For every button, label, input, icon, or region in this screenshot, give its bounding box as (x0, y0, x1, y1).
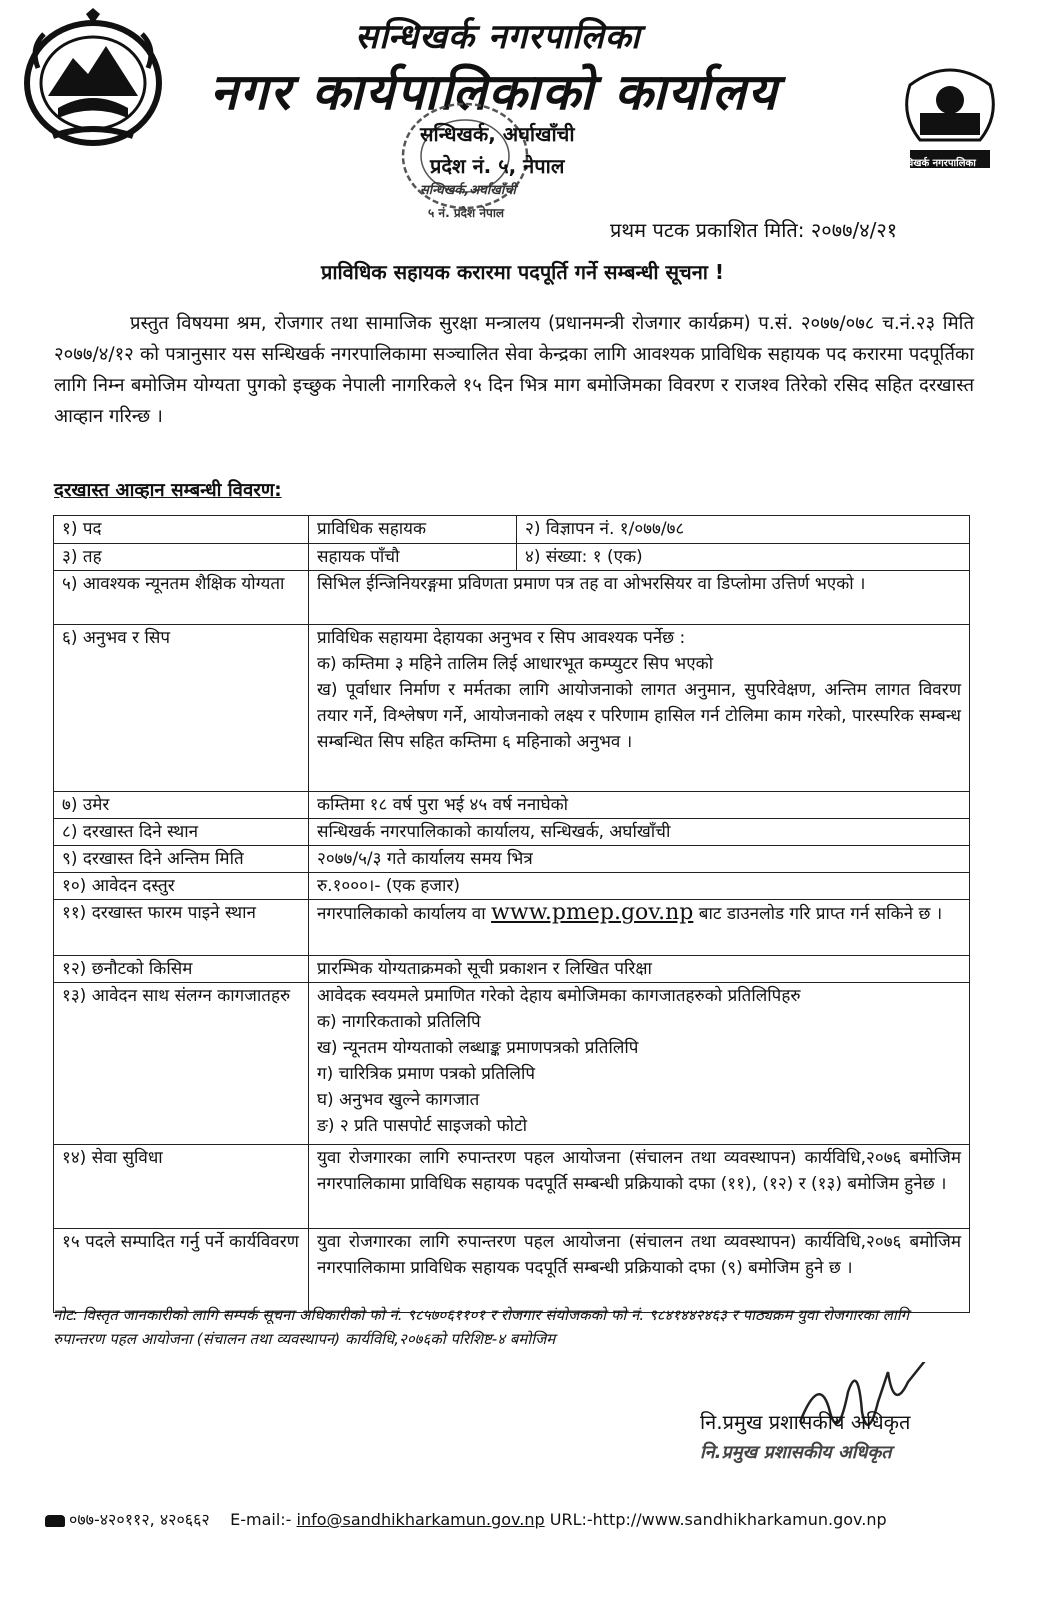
row-label: ९) दरखास्त दिने अन्तिम मिति (54, 846, 309, 873)
row-label: ५) आवश्यक न्यूनतम शैक्षिक योग्यता (54, 571, 309, 625)
row-label: १५ पदले सम्पादित गर्नु पर्ने कार्यविवरण (54, 1229, 309, 1313)
table-row (54, 544, 970, 571)
table-row (54, 819, 970, 846)
phone-icon (45, 1515, 65, 1527)
table-row (54, 1229, 970, 1313)
table-row (54, 846, 970, 873)
row-value (309, 625, 970, 792)
experience-intro: प्राविधिक सहायमा देहायका अनुभव र सिप आवश्यक पर्नेछ : (317, 628, 686, 648)
row-label: १) पद (54, 516, 309, 544)
row-value: कम्तिमा १८ वर्ष पुरा भई ४५ वर्ष ननाघेको (309, 792, 970, 819)
stamp-text-address: सन्धिखर्क,अर्घाखाँची (420, 183, 516, 198)
section-heading: दरखास्त आव्हान सम्बन्धी विवरण: (54, 480, 282, 501)
row-value: सहायक पाँचौ (309, 544, 517, 571)
pmep-link[interactable]: www.pmep.gov.np (491, 900, 694, 925)
footer-url-link[interactable]: http://www.sandhikharkamun.gov.np (592, 1510, 887, 1529)
table-row (54, 900, 970, 956)
footer-email-link[interactable]: info@sandhikharkamun.gov.np (296, 1510, 545, 1529)
table-row (54, 956, 970, 983)
documents-intro: आवेदक स्वयमले प्रमाणित गरेको देहाय बमोजिमका कागजातहरुको प्रतिलिपिहरु (317, 986, 801, 1006)
experience-item: ख) पूर्वाधार निर्माण र मर्मतका लागि आयोजनाको लागत अनुमान, सुपरिवेक्षण, अन्तिम लागत विवरण तयार गर्ने, विश्लेषण गर्ने, आयोजनाको लक्ष्य र परिणाम हासिल गर्न टोलिमा काम गरेको, पारस्परिक सम्बन्ध सम्बन्धित सिप सहित कम्तिमा ६ महिनाको अनुभव । (317, 680, 961, 752)
office-address: सन्धिखर्क, अर्घाखाँची (420, 122, 575, 146)
stamp-text-province: ५ नं. प्रदेश नेपाल (428, 206, 505, 220)
document-item: क) नागरिकताको प्रतिलिपि (317, 1012, 481, 1032)
row-label: ६) अनुभव र सिप (54, 625, 309, 792)
publication-date: प्रथम पटक प्रकाशित मिति: २०७७/४/२१ (610, 218, 898, 242)
office-name: नगर कार्यपालिकाको कार्यालय (210, 63, 779, 121)
row-label: १३) आवेदन साथ संलग्न कागजातहरु (54, 983, 309, 1145)
footer-email-label: E-mail:- (230, 1510, 292, 1529)
row-label: १४) सेवा सुविधा (54, 1145, 309, 1229)
row-label: ८) दरखास्त दिने स्थान (54, 819, 309, 846)
row-label: ११) दरखास्त फारम पाइने स्थान (54, 900, 309, 956)
table-row (54, 873, 970, 900)
table-row (54, 625, 970, 792)
footnote: नोट: विस्तृत जानकारीको लागि सम्पर्क सूचना अधिकारीको फो नं. ९८५७०६११०१ र रोजगार संयोजकको फो नं. ९८४१४४२४६३ र पाठ्यक्रम युवा रोजगारका लागि रुपान्तरण पहल आयोजना (संचालन तथा व्यवस्थापन) कार्यविधि,२०७६को परिशिष्ट-४ बमोजिम (53, 1306, 910, 1348)
row-label: ७) उमेर (54, 792, 309, 819)
document-item: ख) न्यूनतम योग्यताको लब्धाङ्क प्रमाणपत्रको प्रतिलिपि (317, 1038, 639, 1058)
row-value: २०७७/५/३ गते कार्यालय समय भित्र (309, 846, 970, 873)
table-row (54, 792, 970, 819)
details-table (53, 515, 970, 1313)
row-value: युवा रोजगारका लागि रुपान्तरण पहल आयोजना (संचालन तथा व्यवस्थापन) कार्यविधि,२०७६ बमोजिम नगरपालिकामा प्राविधिक सहायक पदपूर्ति सम्बन्धी प्रक्रियाको दफा (११), (१२) र (१३) बमोजिम हुनेछ । (309, 1145, 970, 1229)
form-location-text-end: बाट डाउनलोड गरि प्राप्त गर्न सकिने छ । (693, 904, 943, 924)
row-label-secondary: ४) संख्या: १ (एक) (517, 544, 970, 571)
table-row (54, 983, 970, 1145)
nepal-emblem-icon (18, 8, 168, 148)
province-name: प्रदेश नं. ५, नेपाल (430, 154, 565, 178)
municipality-name: सन्धिखर्क नगरपालिका (355, 17, 641, 57)
signatory-title: नि.प्रमुख प्रशासकीय अधिकृत (700, 1410, 911, 1434)
row-value (309, 900, 970, 956)
row-value: रु.१०००।- (एक हजार) (309, 873, 970, 900)
footer-url-label: URL:- (549, 1510, 593, 1529)
signatory-stamp: नि.प्रमुख प्रशासकीय अधिकृत (700, 1442, 892, 1463)
row-value: प्राविधिक सहायक (309, 516, 517, 544)
table-row (54, 1145, 970, 1229)
row-value: सिभिल ईन्जिनियरङ्गमा प्रविणता प्रमाण पत्र तह वा ओभरसियर वा डिप्लोमा उत्तिर्ण भएको । (309, 571, 970, 625)
row-label: ३) तह (54, 544, 309, 571)
form-location-text: नगरपालिकाको कार्यालय वा (317, 904, 492, 924)
row-label: १२) छनौटको किसिम (54, 956, 309, 983)
row-value: युवा रोजगारका लागि रुपान्तरण पहल आयोजना (संचालन तथा व्यवस्थापन) कार्यविधि,२०७६ बमोजिम नगरपालिकामा प्राविधिक सहायक पदपूर्ति सम्बन्धी प्रक्रियाको दफा (९) बमोजिम हुने छ । (309, 1229, 970, 1313)
notice-title: प्राविधिक सहायक करारमा पदपूर्ति गर्ने सम्बन्धी सूचना ! (320, 260, 725, 284)
row-label: १०) आवेदन दस्तुर (54, 873, 309, 900)
document-item: घ) अनुभव खुल्ने कागजात (317, 1090, 480, 1110)
row-label-secondary: २) विज्ञापन नं. १/०७७/७८ (517, 516, 970, 544)
intro-paragraph: प्रस्तुत विषयमा श्रम, रोजगार तथा सामाजिक सुरक्षा मन्त्रालय (प्रधानमन्त्री रोजगार कार्यक्रम) प.सं. २०७७/०७८ च.नं.२३ मिति २०७७/४/१२ को पत्रानुसार यस सन्धिखर्क नगरपालिकामा सञ्चालित सेवा केन्द्रका लागि आवश्यक प्राविधिक सहायक पद करारमा पदपूर्तिका लागि निम्न बमोजिम योग्यता पुगको इच्छुक नेपाली नागरिकले १५ दिन भित्र माग बमोजिमका विवरण र राजश्व तिरेको रसिद सहित दरखास्त आव्हान गरिन्छ । (54, 313, 974, 427)
footer-phone: ०७७-४२०११२, ४२०६६२ (69, 1510, 210, 1529)
document-item: ङ) २ प्रति पासपोर्ट साइजको फोटो (317, 1116, 528, 1136)
row-value (309, 983, 970, 1145)
row-value: सन्धिखर्क नगरपालिकाको कार्यालय, सन्धिखर्क, अर्घाखाँची (309, 819, 970, 846)
table-row (54, 516, 970, 544)
municipality-logo-text: सन्धिखर्क नगरपालिका (895, 158, 976, 169)
experience-item: क) कम्तिमा ३ महिने तालिम लिई आधारभूत कम्प्युटर सिप भएको (317, 654, 714, 674)
footer-contact (45, 1508, 887, 1530)
row-value: प्रारम्भिक योग्यताक्रमको सूची प्रकाशन र लिखित परिक्षा (309, 956, 970, 983)
table-row (54, 571, 970, 625)
document-item: ग) चारित्रिक प्रमाण पत्रको प्रतिलिपि (317, 1064, 536, 1084)
